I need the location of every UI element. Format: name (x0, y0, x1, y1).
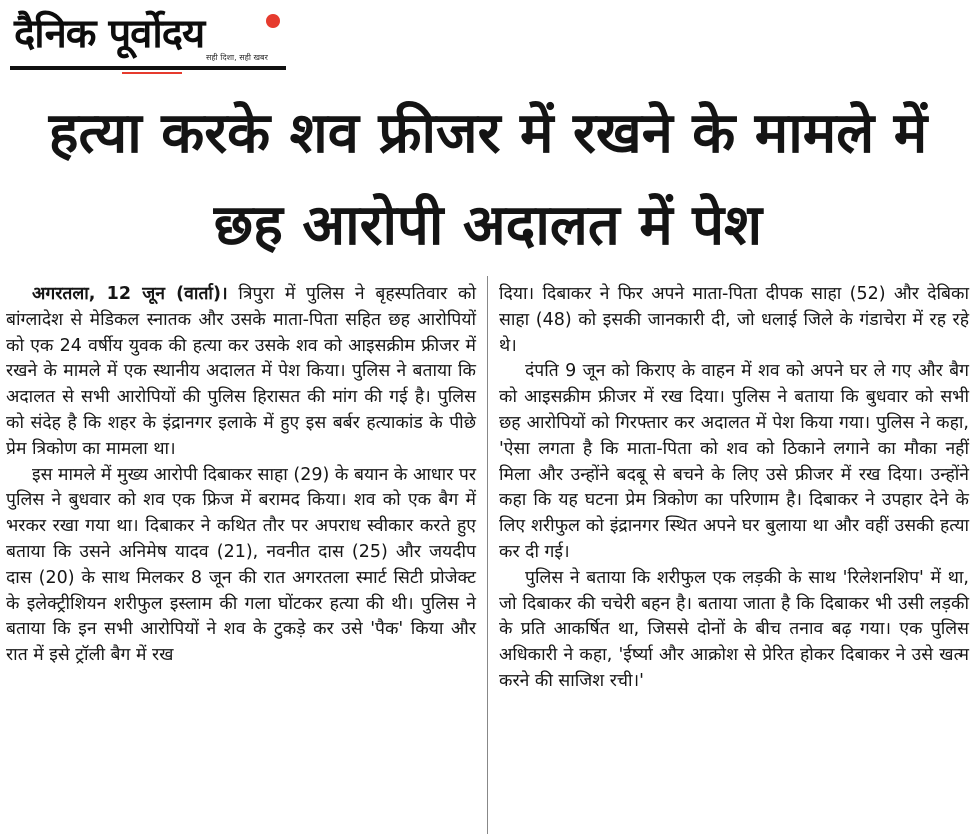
article-column-left (6, 282, 476, 669)
tagline: सही दिशा, सही खबर (206, 53, 268, 62)
newspaper-logo: दैनिक पूर्वोदय (14, 11, 205, 57)
article-headline: हत्या करके शव फ्रीजर में रखने के मामले में छह आरोपी अदालत में पेश (48, 101, 928, 258)
article-paragraph: इस मामले में मुख्य आरोपी दिबाकर साहा (29) के बयान के आधार पर पुलिस ने बुधवार को शव एक फ्रिज में बरामद किया। शव को एक बैग में भरकर रखा गया था। दिबाकर ने कथित तौर पर अपराध स्वीकार करते हुए बताया कि उसने अनिमेष यादव (21), नवनीत दास (25) और जयदीप दास (20) के साथ मिलकर 8 जून की रात अगरतला स्मार्ट सिटी प्रोजेक्ट के इलेक्ट्रीशियन शरीफुल इस्लाम की गला घोंटकर हत्या की थी। पुलिस ने बताया कि इन सभी आरोपियों ने शव के टुकड़े कर उसे 'पैक' किया और रात में इसे ट्रॉली बैग में रख (6, 464, 476, 666)
article-column-right (499, 282, 969, 695)
masthead-accent-rule (122, 72, 182, 74)
masthead-rule (10, 66, 286, 70)
logo-dot-icon (266, 14, 280, 28)
masthead (10, 6, 288, 72)
article-dateline: अगरतला, 12 जून (वार्ता)। (32, 284, 228, 304)
article-paragraph: दिया। दिबाकर ने फिर अपने माता-पिता दीपक साहा (52) और देबिका साहा (48) को इसकी जानकारी दी, जो धलाई जिले के गंडाचेरा में रह रहे थे। (499, 284, 969, 356)
article-paragraph: त्रिपुरा में पुलिस ने बृहस्पतिवार को बांग्लादेश से मेडिकल स्नातक और उसके माता-पिता सहित छह आरोपियों को एक 24 वर्षीय युवक की हत्या कर उसके शव को आइसक्रीम फ्रीजर में रखने के मामले में एक स्थानीय अदालत में पेश किया। पुलिस ने बताया कि अदालत से सभी आरोपियों की पुलिस हिरासत की मांग की गई है। पुलिस को संदेह है कि शहर के इंद्रानगर इलाके में हुए इस बर्बर हत्याकांड के पीछे प्रेम त्रिकोण का मामला था। (6, 284, 476, 459)
article-paragraph: पुलिस ने बताया कि शरीफुल एक लड़की के साथ 'रिलेशनशिप' में था, जो दिबाकर की चचेरी बहन है। बताया जाता है कि दिबाकर भी उसी लड़की के प्रति आकर्षित था, जिससे दोनों के बीच तनाव बढ़ गया। एक पुलिस अधिकारी ने कहा, 'ईर्ष्या और आक्रोश से प्रेरित होकर दिबाकर ने उसे खत्म करने की साजिश रची।' (499, 567, 969, 691)
article-paragraph: दंपति 9 जून को किराए के वाहन में शव को अपने घर ले गए और बैग को आइसक्रीम फ्रीजर में रख दिया। पुलिस ने बताया कि बुधवार को सभी छह आरोपियों को गिरफ्तार कर अदालत में पेश किया गया। पुलिस ने कहा, 'ऐसा लगता है कि माता-पिता को शव को ठिकाने लगाने का मौका नहीं मिला और उन्होंने बदबू से बचने के लिए उसे फ्रीजर में रख दिया। उन्होंने कहा कि यह घटना प्रेम त्रिकोण का परिणाम है। दिबाकर ने उपहार देने के लिए शरीफुल को इंद्रानगर स्थित अपने घर बुलाया था और वहीं उसकी हत्या कर दी गई। (499, 361, 969, 562)
column-divider (487, 276, 488, 834)
